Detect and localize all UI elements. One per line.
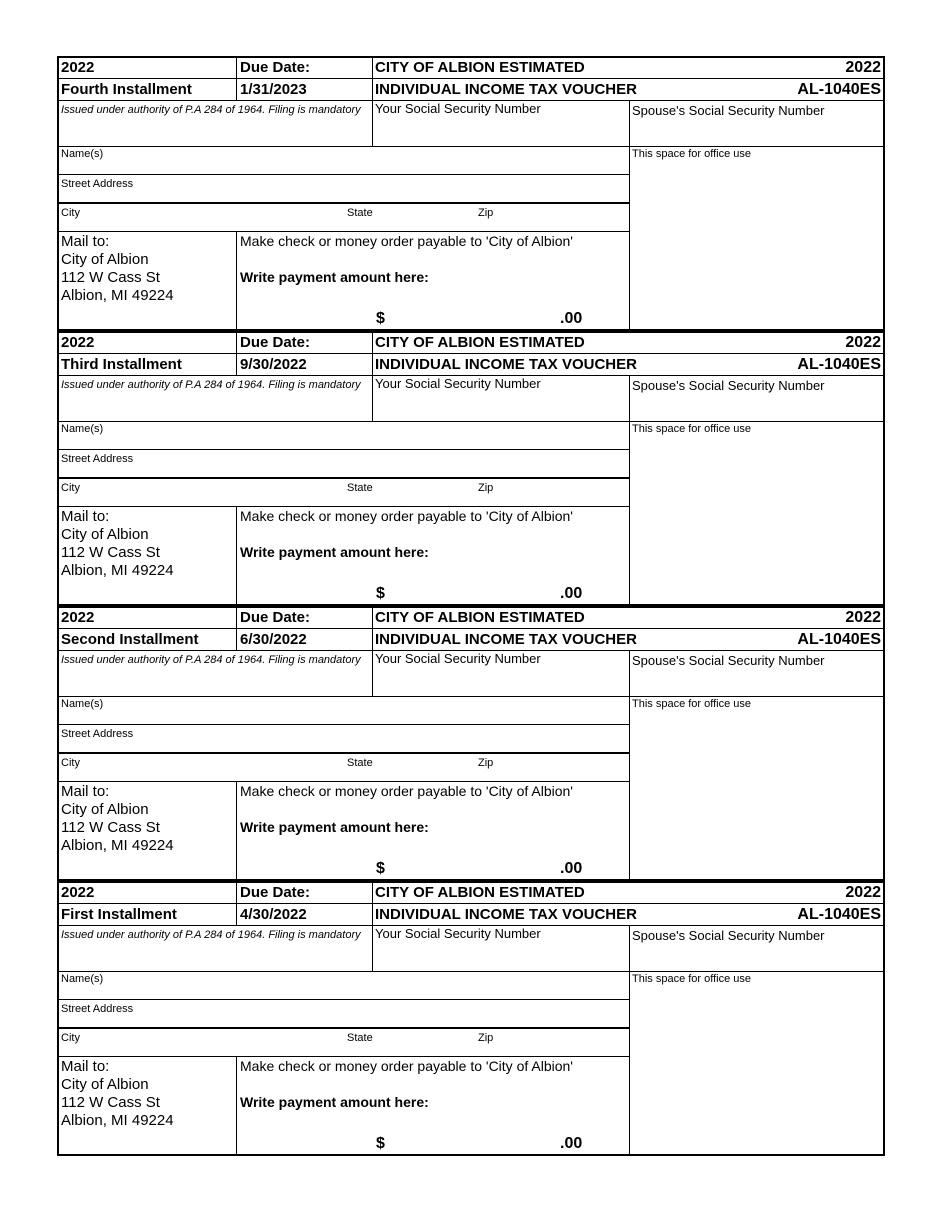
ssn-field[interactable]: Your Social Security Number [375, 376, 541, 391]
form-year-right: 2022 [845, 884, 881, 901]
form-title-line2: INDIVIDUAL INCOME TAX VOUCHER [375, 356, 637, 373]
payment-amount-field[interactable]: .00 [560, 310, 583, 327]
payable-instruction: Make check or money order payable to 'City of Albion' [240, 1058, 573, 1074]
voucher-year: 2022 [61, 609, 95, 626]
payable-instruction: Make check or money order payable to 'City of Albion' [240, 783, 573, 799]
ssn-field[interactable]: Your Social Security Number [375, 101, 541, 116]
mail-to-line: Albion, MI 49224 [61, 837, 174, 854]
spouse-ssn-field[interactable]: Spouse's Social Security Number [632, 928, 825, 943]
due-date-label: Due Date: [240, 59, 311, 76]
state-field[interactable]: State [347, 757, 373, 769]
mail-to-line: Albion, MI 49224 [61, 287, 174, 304]
due-date-value: 1/31/2023 [240, 81, 307, 98]
voucher-year: 2022 [61, 334, 95, 351]
names-field[interactable]: Name(s) [61, 423, 104, 435]
mail-to-address [61, 233, 231, 305]
zip-field[interactable]: Zip [478, 482, 494, 494]
voucher [57, 331, 885, 606]
office-use-label: This space for office use [632, 148, 752, 160]
due-date-value: 9/30/2022 [240, 356, 307, 373]
payment-amount-label: Write payment amount here: [240, 819, 429, 835]
names-field[interactable]: Name(s) [61, 973, 104, 985]
form-title-line1: CITY OF ALBION ESTIMATED [375, 609, 585, 626]
names-field[interactable]: Name(s) [61, 698, 104, 710]
authority-text: Issued under authority of P.A 284 of 1964. Filing is mandatory [61, 104, 361, 116]
mail-to-line: Mail to: [61, 783, 110, 800]
spouse-ssn-field[interactable]: Spouse's Social Security Number [632, 103, 825, 118]
mail-to-line: Mail to: [61, 508, 110, 525]
form-title-line2: INDIVIDUAL INCOME TAX VOUCHER [375, 81, 637, 98]
payment-amount-field[interactable]: .00 [560, 860, 583, 877]
due-date-label: Due Date: [240, 609, 311, 626]
dollar-sign: $ [376, 585, 385, 602]
payment-amount-label: Write payment amount here: [240, 1094, 429, 1110]
zip-field[interactable]: Zip [478, 1032, 494, 1044]
mail-to-line: 112 W Cass St [61, 544, 160, 561]
mail-to-line: 112 W Cass St [61, 1094, 160, 1111]
form-number: AL-1040ES [797, 906, 881, 923]
mail-to-line: 112 W Cass St [61, 819, 160, 836]
ssn-field[interactable]: Your Social Security Number [375, 926, 541, 941]
payment-amount-field[interactable]: .00 [560, 1135, 583, 1152]
city-field[interactable]: City [61, 482, 80, 494]
authority-text: Issued under authority of P.A 284 of 1964. Filing is mandatory [61, 654, 361, 666]
payment-amount-label: Write payment amount here: [240, 544, 429, 560]
mail-to-line: Mail to: [61, 1058, 110, 1075]
city-field[interactable]: City [61, 757, 80, 769]
mail-to-line: City of Albion [61, 251, 149, 268]
dollar-sign: $ [376, 860, 385, 877]
city-field[interactable]: City [61, 207, 80, 219]
mail-to-address [61, 508, 231, 580]
installment-label: First Installment [61, 906, 177, 923]
office-use-label: This space for office use [632, 698, 752, 710]
spouse-ssn-field[interactable]: Spouse's Social Security Number [632, 378, 825, 393]
payment-amount-label: Write payment amount here: [240, 269, 429, 285]
voucher-year: 2022 [61, 884, 95, 901]
mail-to-address [61, 783, 231, 855]
voucher [57, 881, 885, 1156]
due-date-label: Due Date: [240, 334, 311, 351]
form-year-right: 2022 [845, 334, 881, 351]
zip-field[interactable]: Zip [478, 757, 494, 769]
payable-instruction: Make check or money order payable to 'City of Albion' [240, 508, 573, 524]
zip-field[interactable]: Zip [478, 207, 494, 219]
state-field[interactable]: State [347, 1032, 373, 1044]
street-address-field[interactable]: Street Address [61, 453, 134, 465]
installment-label: Third Installment [61, 356, 182, 373]
street-address-field[interactable]: Street Address [61, 728, 134, 740]
dollar-sign: $ [376, 310, 385, 327]
form-year-right: 2022 [845, 609, 881, 626]
street-address-field[interactable]: Street Address [61, 1003, 134, 1015]
form-number: AL-1040ES [797, 356, 881, 373]
voucher-year: 2022 [61, 59, 95, 76]
form-title-line1: CITY OF ALBION ESTIMATED [375, 59, 585, 76]
ssn-field[interactable]: Your Social Security Number [375, 651, 541, 666]
form-title-line2: INDIVIDUAL INCOME TAX VOUCHER [375, 631, 637, 648]
city-field[interactable]: City [61, 1032, 80, 1044]
installment-label: Fourth Installment [61, 81, 192, 98]
authority-text: Issued under authority of P.A 284 of 1964. Filing is mandatory [61, 929, 361, 941]
mail-to-address [61, 1058, 231, 1130]
due-date-value: 6/30/2022 [240, 631, 307, 648]
due-date-label: Due Date: [240, 884, 311, 901]
form-number: AL-1040ES [797, 631, 881, 648]
due-date-value: 4/30/2022 [240, 906, 307, 923]
state-field[interactable]: State [347, 482, 373, 494]
installment-label: Second Installment [61, 631, 199, 648]
form-title-line1: CITY OF ALBION ESTIMATED [375, 884, 585, 901]
authority-text: Issued under authority of P.A 284 of 1964. Filing is mandatory [61, 379, 361, 391]
mail-to-line: City of Albion [61, 526, 149, 543]
state-field[interactable]: State [347, 207, 373, 219]
payable-instruction: Make check or money order payable to 'City of Albion' [240, 233, 573, 249]
office-use-label: This space for office use [632, 423, 752, 435]
mail-to-line: City of Albion [61, 801, 149, 818]
form-title-line2: INDIVIDUAL INCOME TAX VOUCHER [375, 906, 637, 923]
form-number: AL-1040ES [797, 81, 881, 98]
mail-to-line: 112 W Cass St [61, 269, 160, 286]
form-year-right: 2022 [845, 59, 881, 76]
dollar-sign: $ [376, 1135, 385, 1152]
mail-to-line: Albion, MI 49224 [61, 562, 174, 579]
spouse-ssn-field[interactable]: Spouse's Social Security Number [632, 653, 825, 668]
names-field[interactable]: Name(s) [61, 148, 104, 160]
street-address-field[interactable]: Street Address [61, 178, 134, 190]
form-title-line1: CITY OF ALBION ESTIMATED [375, 334, 585, 351]
mail-to-line: Mail to: [61, 233, 110, 250]
voucher [57, 56, 885, 331]
mail-to-line: City of Albion [61, 1076, 149, 1093]
mail-to-line: Albion, MI 49224 [61, 1112, 174, 1129]
payment-amount-field[interactable]: .00 [560, 585, 583, 602]
office-use-label: This space for office use [632, 973, 752, 985]
voucher [57, 606, 885, 881]
